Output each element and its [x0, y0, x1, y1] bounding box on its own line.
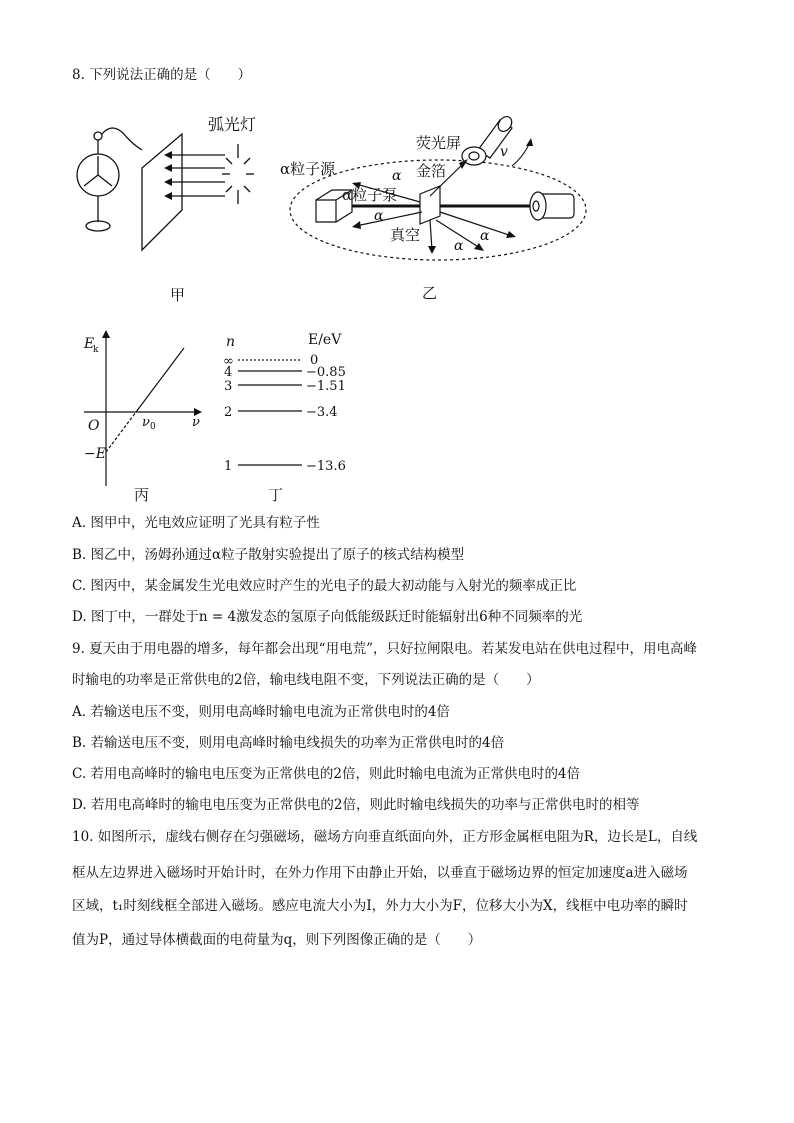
nu0-sub: 0 [150, 422, 156, 432]
detector-right [530, 192, 574, 220]
gold-foil [420, 186, 440, 224]
e-header: E/eV [308, 332, 342, 348]
q8-option-a: A. 图甲中，光电效应证明了光具有粒子性 [72, 515, 320, 531]
caption-bing: 丙 [134, 486, 150, 504]
ek-axis-sub: k [93, 345, 99, 355]
level-e-1: −13.6 [306, 459, 346, 474]
q10-stem-line4: 值为P，通过导体横截面的电荷量为q，则下列图像正确的是（ ） [72, 932, 482, 948]
caption-ding: 丁 [268, 486, 284, 504]
caption-jia: 甲 [170, 286, 186, 304]
alpha-label-2: α [374, 208, 384, 224]
figure-jia-yi [60, 100, 600, 310]
nu-axis-label: ν [192, 415, 200, 430]
q9-stem-line1: 9. 夏天由于用电器的增多，每年都会出现“用电荒”，只好拉闸限电。若某发电站在供电过程中，用电高峰 [72, 641, 697, 657]
figure-bing-ding [80, 326, 370, 508]
level-n-1: 1 [224, 459, 233, 474]
nu0-label: ν [142, 415, 150, 430]
foil-label: 金箔 [416, 162, 447, 180]
source-label: α粒子源 [280, 160, 336, 178]
q9-option-d: D. 若用电高峰时的输电电压变为正常供电的2倍，则此时输电线损失的功率与正常供电时的相等 [72, 797, 640, 813]
screen-label: 荧光屏 [416, 134, 462, 152]
q10-stem-line3: 区域，t₁时刻线框全部进入磁场。感应电流大小为I，外力大小为F，位移大小为X，线框中电功率的瞬时 [72, 898, 688, 914]
origin-label: O [88, 418, 100, 434]
caption-yi: 乙 [422, 284, 438, 302]
q10-stem-line2: 框从左边界进入磁场时开始计时，在外力作用下由静止开始，以垂直于磁场边界的恒定加速度a进入磁场 [72, 865, 688, 881]
q9-option-c: C. 若用电高峰时的输电电压变为正常供电的2倍，则此时输电电流为正常供电时的4倍 [72, 766, 581, 782]
alpha-label-3: α [454, 238, 464, 254]
electroscope-icon [77, 128, 142, 231]
q9-option-b: B. 若输送电压不变，则用电高峰时输电线损失的功率为正常供电时的4倍 [72, 735, 505, 751]
ek-axis-label: E [84, 336, 95, 352]
alpha-label-1: α [392, 168, 402, 184]
level-e-4: −0.85 [306, 365, 346, 380]
alpha-label-4: α [480, 228, 490, 244]
level-n-4: 4 [224, 365, 233, 380]
n-header: n [226, 334, 236, 350]
level-n-2: 2 [224, 405, 233, 420]
ek-nu-graph [84, 334, 198, 486]
q9-stem-line2: 时输电的功率是正常供电的2倍，输电线电阻不变，下列说法正确的是（ ） [72, 672, 540, 688]
q9-option-a: A. 若输送电压不变，则用电高峰时输电电流为正常供电时的4倍 [72, 704, 450, 720]
vacuum-label: 真空 [390, 226, 421, 244]
arc-lamp-label: 弧光灯 [208, 115, 257, 134]
neg-e-label: −E [84, 446, 106, 462]
level-e-2: −3.4 [306, 405, 338, 420]
q8-option-b: B. 图乙中，汤姆孙通过α粒子散射实验提出了原子的核式结构模型 [72, 547, 465, 563]
level-n-inf: ∞ [223, 354, 234, 369]
q8-option-c: C. 图丙中，某金属发生光电效应时产生的光电子的最大初动能与入射光的频率成正比 [72, 578, 577, 594]
velocity-label: v [500, 144, 508, 160]
q8-option-d: D. 图丁中，一群处于n = 4激发态的氢原子向低能级跃迁时能辐射出6种不同频率的光 [72, 609, 583, 625]
zinc-plate [142, 134, 182, 250]
q8-stem: 8. 下列说法正确的是（ ） [72, 67, 252, 83]
arc-lamp-icon [222, 144, 254, 204]
q10-stem-line1: 10. 如图所示，虚线右侧存在匀强磁场，磁场方向垂直纸面向外，正方形金属框电阻为R，边长是L，自线 [72, 829, 698, 845]
level-n-3: 3 [224, 379, 233, 394]
pump-label: α粒子泵 [342, 186, 398, 204]
level-e-inf: 0 [310, 353, 319, 368]
energy-levels [238, 360, 302, 465]
level-e-3: −1.51 [306, 379, 346, 394]
